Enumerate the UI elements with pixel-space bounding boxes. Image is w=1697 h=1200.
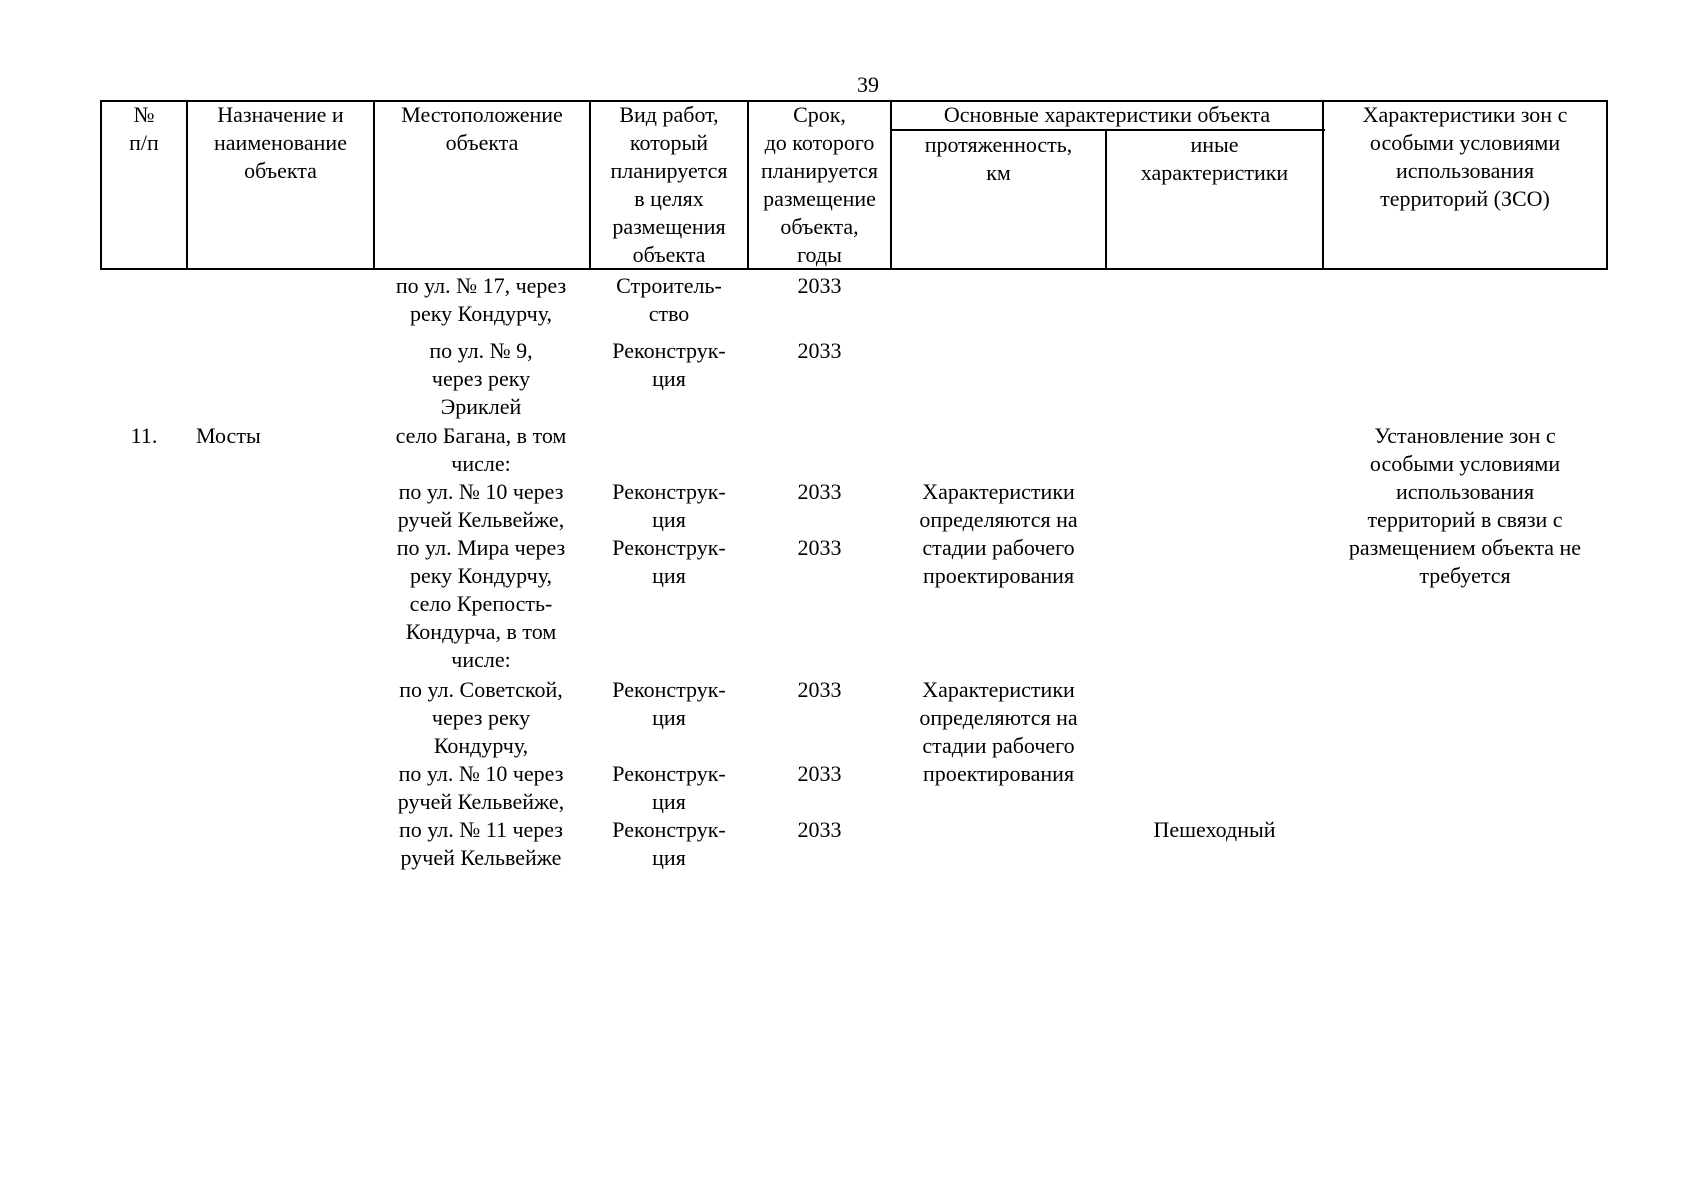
length-note: Характеристики определяются на стадии рабочего проектирования xyxy=(919,677,1078,786)
year-cell: 2033 xyxy=(797,535,842,560)
location-cell: село Багана, в том числе: xyxy=(395,423,567,476)
header-location: Местоположение объекта xyxy=(401,102,563,155)
work-cell: Реконструк- ция xyxy=(612,338,726,391)
work-cell: Реконструк- ция xyxy=(612,677,726,730)
other-note: Пешеходный xyxy=(1153,817,1276,842)
location-cell: по ул. № 10 через ручей Кельвейже, xyxy=(397,479,565,532)
header-name: Назначение и наименование объекта xyxy=(214,102,347,183)
work-cell: Реконструк- ция xyxy=(612,761,726,814)
work-cell: Реконструк- ция xyxy=(612,479,726,532)
work-cell: Реконструк- ция xyxy=(612,535,726,588)
row-number: 11. xyxy=(130,423,158,448)
year-cell: 2033 xyxy=(797,338,842,363)
location-cell: по ул. № 10 через ручей Кельвейже, xyxy=(397,761,565,814)
location-cell: по ул. Мира через реку Кондурчу, xyxy=(396,535,566,588)
length-note: Характеристики определяются на стадии рабочего проектирования xyxy=(919,479,1078,588)
header-length: протяженность, км xyxy=(924,132,1073,185)
year-cell: 2033 xyxy=(797,761,842,786)
object-name: Мосты xyxy=(196,423,261,448)
year-cell: 2033 xyxy=(797,677,842,702)
location-cell: по ул. № 9, через реку Эриклей xyxy=(429,338,533,419)
year-cell: 2033 xyxy=(797,479,842,504)
header-zones: Характеристики зон с особыми условиями использования территорий (ЗСО) xyxy=(1362,102,1568,211)
work-cell: Реконструк- ция xyxy=(612,817,726,870)
header-other: иные характеристики xyxy=(1140,132,1289,185)
page-number: 39 xyxy=(857,72,879,97)
zones-note: Установление зон с особыми условиями использования территорий в связи с размещением объекта не требуется xyxy=(1348,423,1582,588)
year-cell: 2033 xyxy=(797,817,842,842)
header-deadline: Срок, до которого планируется размещение объекта, годы xyxy=(760,102,878,267)
location-cell: село Крепость- Кондурча, в том числе: xyxy=(405,591,557,672)
year-cell: 2033 xyxy=(797,273,842,298)
header-work-type: Вид работ, который планируется в целях размещения объекта xyxy=(610,102,728,267)
header-main-characteristics: Основные характеристики объекта xyxy=(943,102,1271,127)
header-num: № п/п xyxy=(129,102,159,155)
location-cell: по ул. Советской, через реку Кондурчу, xyxy=(399,677,563,758)
location-cell: по ул. № 11 через ручей Кельвейже xyxy=(398,817,563,870)
work-cell: Строитель- ство xyxy=(616,273,722,326)
location-cell: по ул. № 17, через реку Кондурчу, xyxy=(395,273,567,326)
